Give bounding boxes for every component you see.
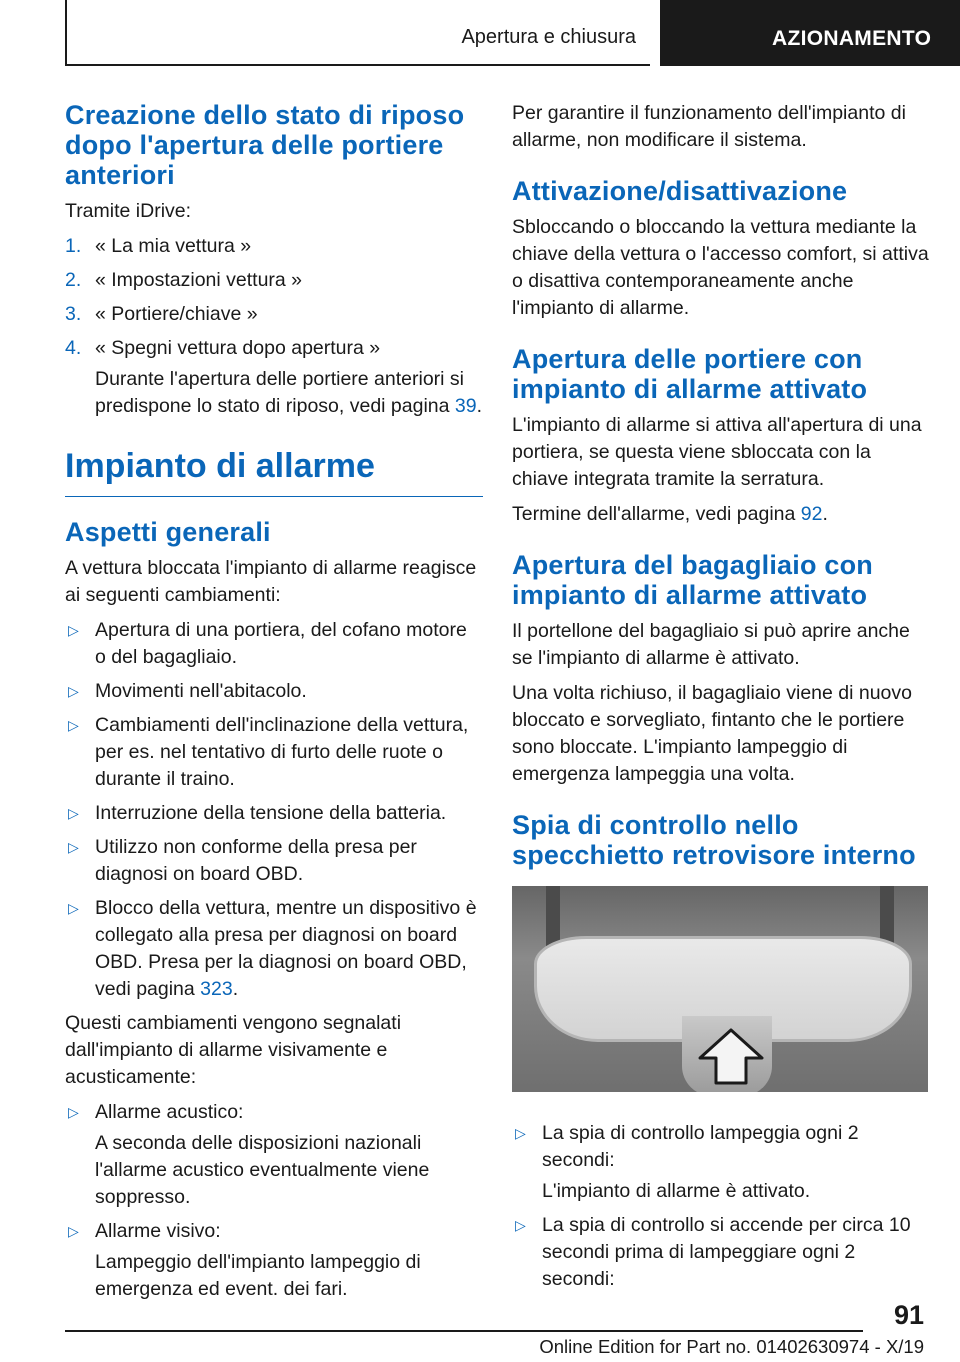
triangle-right-outline-icon: ▷ <box>68 683 79 699</box>
list-item-text: Movimenti nell'abitacolo. <box>95 680 307 702</box>
triangle-right-outline-icon: ▷ <box>68 622 79 638</box>
step-number: 3. <box>65 303 82 325</box>
alarm-end-text <box>512 501 930 528</box>
list-item-text: Cambiamenti dell'inclinazione della vettura, per es. nel tentativo di furto delle ruote o durante il traino. <box>95 714 469 790</box>
step-note-end: . <box>476 395 483 417</box>
heading-general: Aspetti generali <box>65 517 271 547</box>
page-link-39[interactable]: 39 <box>454 395 477 417</box>
heading-rest-state: Creazione dello stato di riposo dopo l'apertura delle portiere anteriori <box>65 100 465 190</box>
page-header <box>0 0 960 66</box>
page-link-323[interactable]: 323 <box>200 978 233 1000</box>
list-item-end: . <box>232 978 239 1000</box>
triangle-right-outline-icon: ▷ <box>68 1223 79 1239</box>
triangle-right-outline-icon: ▷ <box>68 839 79 855</box>
alarm-type-list <box>65 1099 483 1303</box>
list-item <box>512 1120 930 1205</box>
heading-doors-alarm: Apertura delle portiere con impianto di allarme attivato <box>512 344 868 404</box>
trigger-list <box>65 617 483 1003</box>
heading-activation: Attivazione/disattivazione <box>512 176 848 206</box>
mirror-mount-right <box>880 886 894 946</box>
footer-edition: Online Edition for Part no. 01402630974 - X/19 <box>539 1336 924 1357</box>
trunk-text-1: Il portellone del bagagliaio si può aprire anche se l'impianto di allarme è attivato. <box>512 620 910 669</box>
function-note: Per garantire il funzionamento dell'impianto di allarme, non modificare il sistema. <box>512 102 906 151</box>
step-number: 2. <box>65 269 82 291</box>
heading-alarm-system: Impianto di allarme <box>65 446 483 497</box>
step-item <box>65 301 483 328</box>
page-link-92[interactable]: 92 <box>800 503 823 525</box>
mirror-mount-left <box>546 886 560 946</box>
indicator-list <box>512 1120 930 1293</box>
list-item <box>65 712 483 793</box>
list-item-title: Allarme acustico: <box>95 1101 244 1123</box>
step-note <box>95 366 483 420</box>
footer-rule <box>65 1330 863 1332</box>
trunk-text-2: Una volta richiuso, il bagagliaio viene di nuovo bloccato e sorvegliato, fintanto che le portiere sono bloccate. L'impianto lampeggio di emergenza lampeggia una volta. <box>512 682 912 785</box>
page-number: 91 <box>893 1300 924 1330</box>
list-item <box>65 617 483 671</box>
list-item <box>65 1218 483 1303</box>
step-text: « Spegni vettura dopo apertura » <box>95 337 381 359</box>
list-item <box>65 800 483 827</box>
heading-trunk-alarm: Apertura del bagagliaio con impianto di allarme attivato <box>512 550 873 610</box>
list-item-title: La spia di controllo lampeggia ogni 2 secondi: <box>542 1122 859 1171</box>
list-item-text: Apertura di una portiera, del cofano motore o del bagagliaio. <box>95 619 467 668</box>
step-number: 1. <box>65 235 82 257</box>
list-item-title: Allarme visivo: <box>95 1220 221 1242</box>
triangle-right-outline-icon: ▷ <box>68 1104 79 1120</box>
alarm-end-label: Termine dell'allarme, vedi pagina <box>512 503 801 525</box>
step-item <box>65 267 483 294</box>
list-item <box>65 834 483 888</box>
list-item-text: Lampeggio dell'impianto lampeggio di emergenza ed event. dei fari. <box>95 1251 421 1300</box>
rearview-mirror-image <box>512 886 928 1092</box>
list-item-text: L'impianto di allarme è attivato. <box>542 1180 811 1202</box>
list-item-text: A seconda delle disposizioni nazionali l'allarme acustico eventualmente viene soppresso. <box>95 1132 430 1208</box>
alarm-end-dot: . <box>822 503 828 525</box>
step-item <box>65 335 483 420</box>
list-item <box>512 1212 930 1293</box>
step-note-text: Durante l'apertura delle portiere anteriori si predispone lo stato di riposo, vedi pagina <box>95 368 464 417</box>
triangle-right-outline-icon: ▷ <box>68 900 79 916</box>
list-item-text: Utilizzo non conforme della presa per diagnosi on board OBD. <box>95 836 417 885</box>
triangle-right-outline-icon: ▷ <box>515 1217 526 1233</box>
step-item <box>65 233 483 260</box>
list-item <box>65 895 483 1003</box>
header-rule-horizontal <box>65 64 650 66</box>
doors-text: L'impianto di allarme si attiva all'apertura di una portiera, se questa viene sbloccata con la chiave integrata tramite la serratura. <box>512 414 922 490</box>
step-text: « Impostazioni vettura » <box>95 269 303 291</box>
heading-indicator: Spia di controllo nello specchietto retrovisore interno <box>512 810 916 870</box>
right-column <box>512 100 930 1300</box>
arrow-up-outline-icon <box>696 1026 766 1086</box>
list-item <box>65 678 483 705</box>
general-intro: A vettura bloccata l'impianto di allarme reagisce ai seguenti cambiamenti: <box>65 557 477 606</box>
idrive-steps <box>65 233 483 420</box>
step-number: 4. <box>65 337 82 359</box>
triangle-right-outline-icon: ▷ <box>515 1125 526 1141</box>
header-section-title: Apertura e chiusura <box>461 26 636 48</box>
triangle-right-outline-icon: ▷ <box>68 805 79 821</box>
header-chapter-tab: AZIONAMENTO <box>660 0 960 66</box>
left-column <box>65 100 483 1310</box>
list-item-text: Blocco della vettura, mentre un dispositivo è collegato alla presa per diagnosi on board OBD. Presa per la diagnosi on board OBD, vedi pagina <box>95 897 477 1000</box>
list-item-title: La spia di controllo si accende per circa 10 secondi prima di lampeggiare ogni 2 secondi: <box>542 1214 911 1290</box>
activation-text: Sbloccando o bloccando la vettura mediante la chiave della vettura o l'accesso comfort, si attiva o disattiva contemporaneamente anche l'impianto di allarme. <box>512 216 929 319</box>
list-item <box>65 1099 483 1211</box>
signal-intro: Questi cambiamenti vengono segnalati dall'impianto di allarme visivamente e acusticamente: <box>65 1012 402 1088</box>
list-item-text: Interruzione della tensione della batteria. <box>95 802 447 824</box>
header-rule-vertical <box>65 0 67 66</box>
idrive-intro: Tramite iDrive: <box>65 200 192 222</box>
triangle-right-outline-icon: ▷ <box>68 717 79 733</box>
step-text: « Portiere/chiave » <box>95 303 258 325</box>
step-text: « La mia vettura » <box>95 235 252 257</box>
